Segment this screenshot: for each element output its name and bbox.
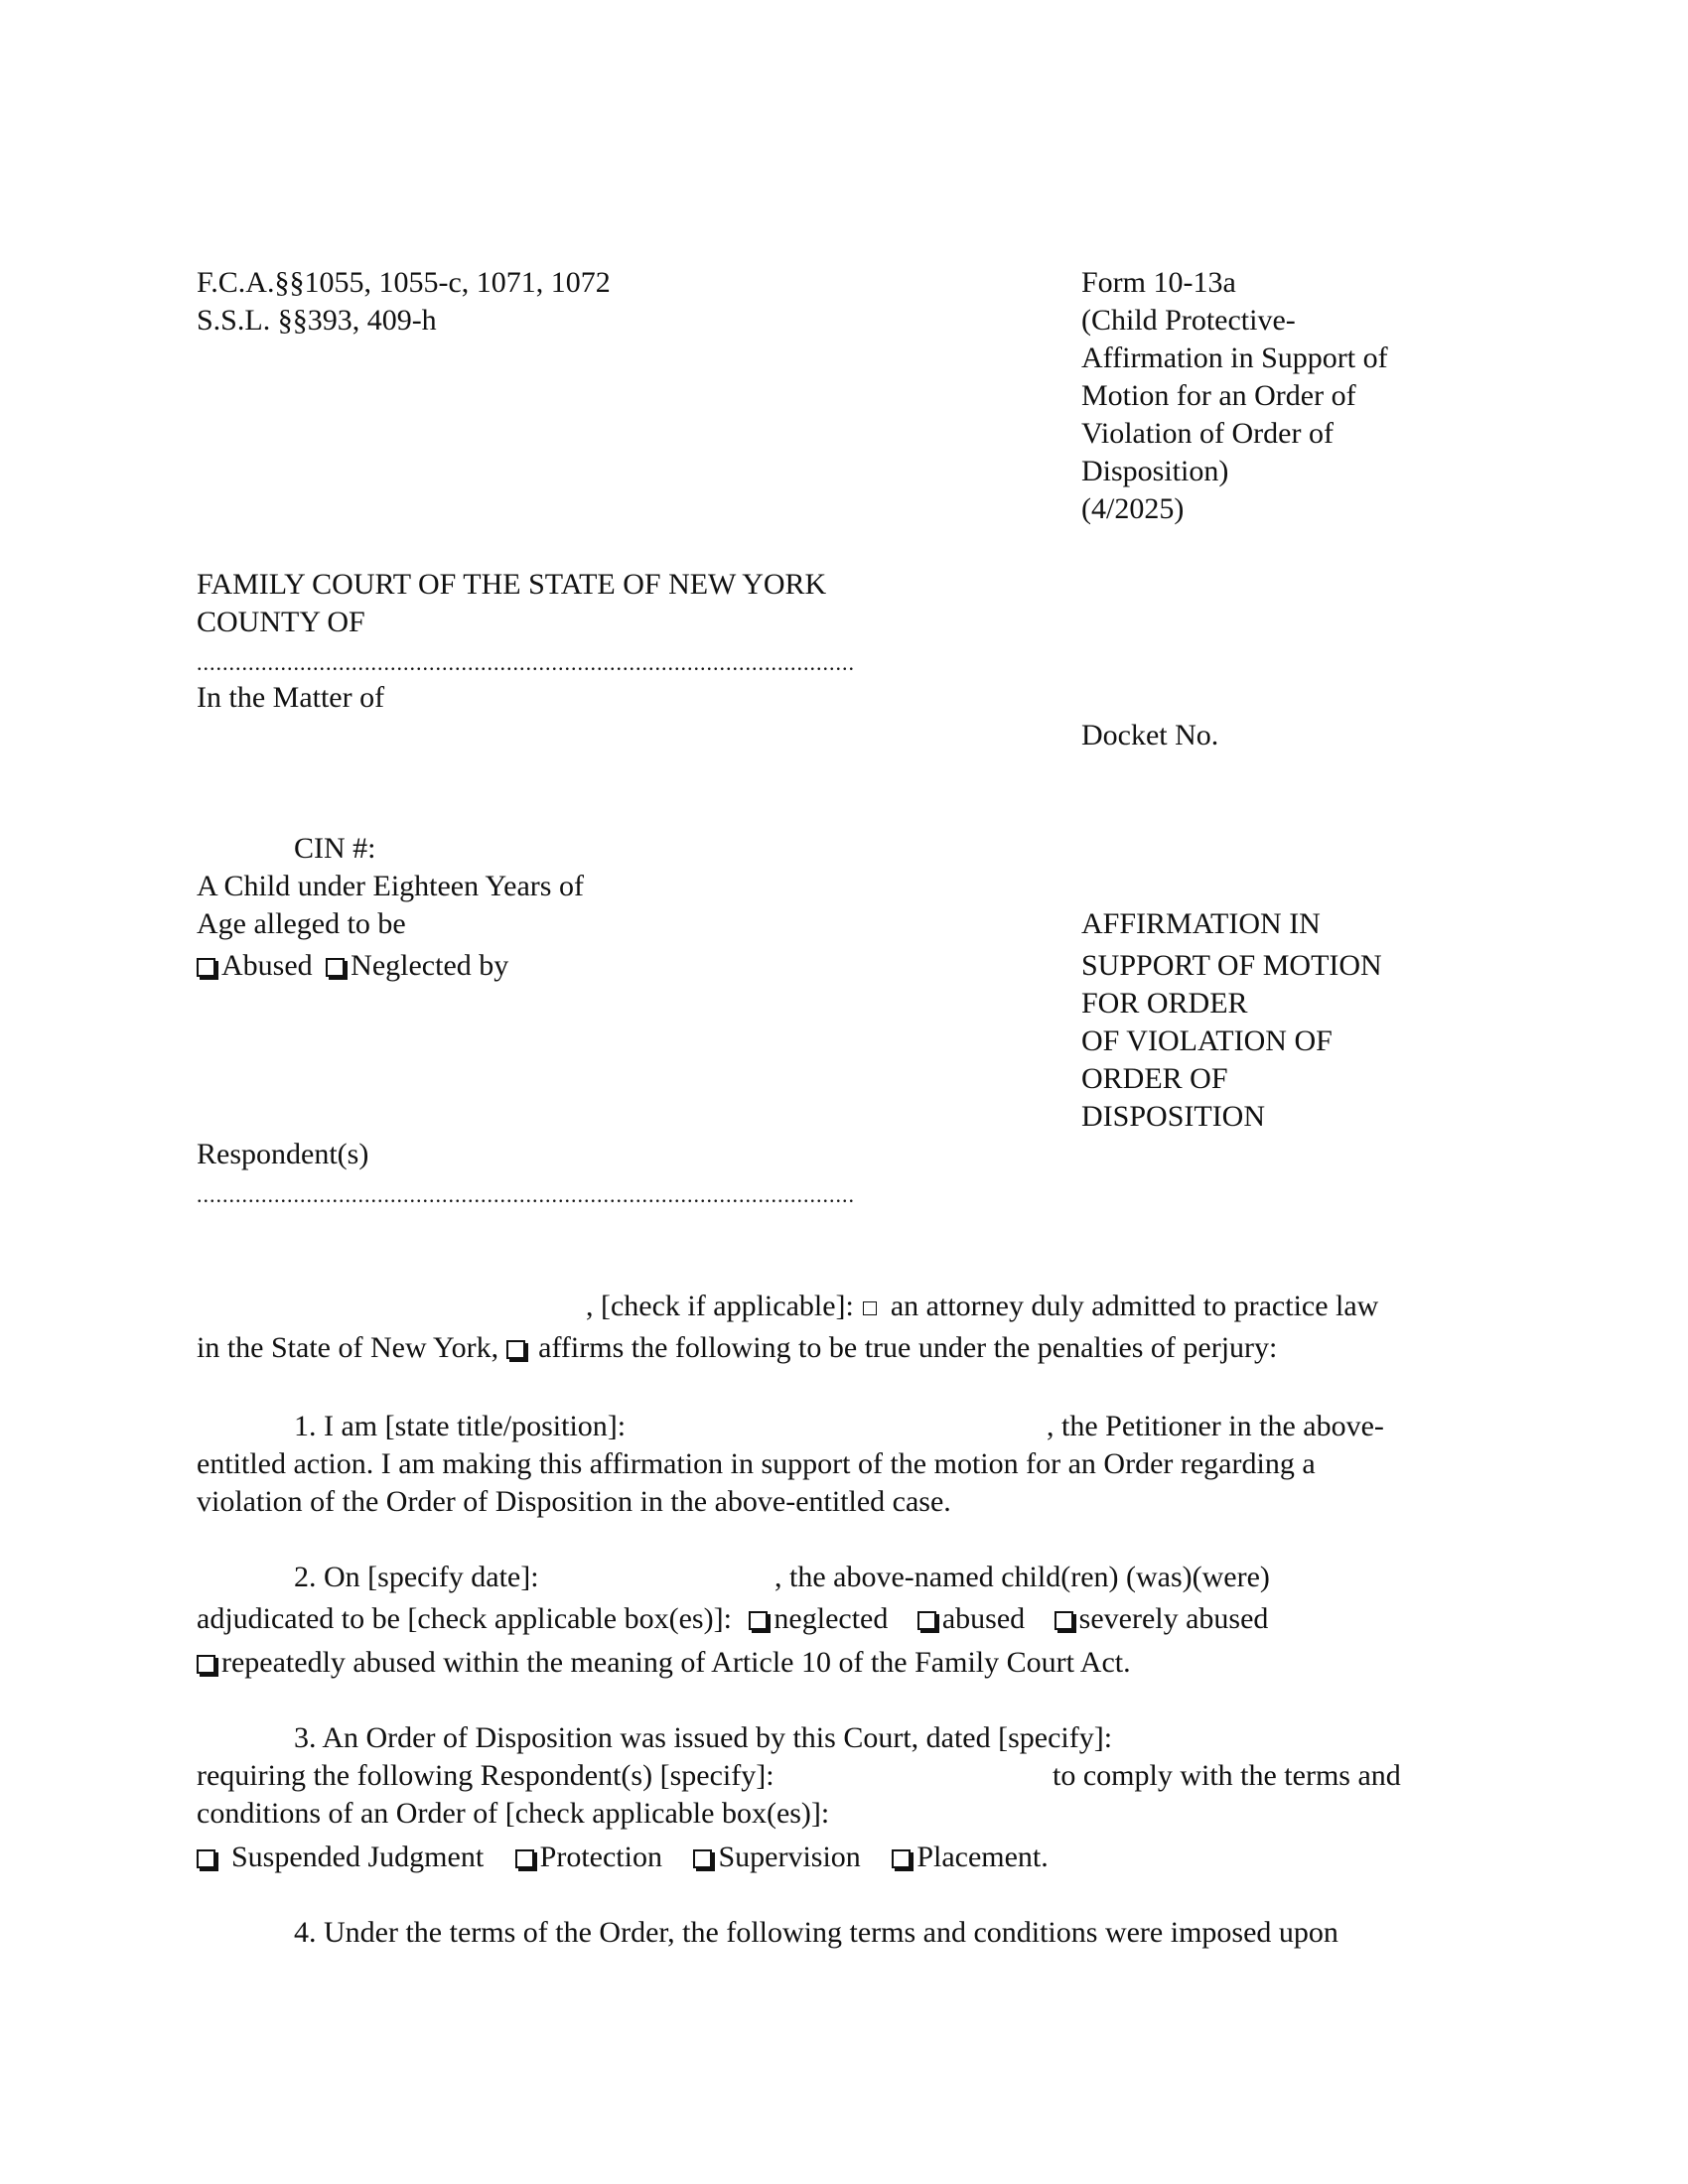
court-name: FAMILY COURT OF THE STATE OF NEW YORK	[197, 568, 827, 601]
document-title-line: ORDER OF	[1081, 1062, 1228, 1095]
placement-label: Placement.	[916, 1841, 1049, 1873]
para1-line: violation of the Order of Disposition in the above-entitled case.	[197, 1485, 951, 1518]
form-description-line: Disposition)	[1081, 455, 1229, 487]
form-description-line: Affirmation in Support of	[1081, 341, 1388, 374]
placement-checkbox[interactable]	[892, 1849, 911, 1868]
form-description-line: (Child Protective-	[1081, 304, 1296, 337]
document-title-line: DISPOSITION	[1081, 1100, 1266, 1133]
para2-lead-cont: , the above-named child(ren) (was)(were)	[774, 1561, 1270, 1593]
para1-lead: 1. I am [state title/position]:	[294, 1410, 627, 1442]
form-number: Form 10-13a	[1081, 266, 1236, 299]
supervision-checkbox[interactable]	[693, 1849, 712, 1868]
document-title-line: SUPPORT OF MOTION	[1081, 949, 1382, 982]
severely-abused-label: severely abused	[1078, 1602, 1269, 1635]
repeatedly-abused-checkbox[interactable]	[197, 1655, 215, 1674]
neglected-checkbox[interactable]	[749, 1611, 768, 1630]
para2-text: adjudicated to be [check applicable box(es)]:	[197, 1602, 732, 1635]
respondents-label: Respondent(s)	[197, 1138, 369, 1170]
allegation-options	[197, 947, 508, 985]
abused-checkbox[interactable]	[197, 958, 215, 977]
affirms-checkbox[interactable]	[506, 1340, 525, 1359]
intro-text: , [check if applicable]:	[586, 1290, 862, 1322]
intro-text: in the State of New York,	[197, 1331, 506, 1364]
abused-label: Abused	[221, 949, 313, 982]
para2-text: repeatedly abused within the meaning of Article 10 of the Family Court Act.	[221, 1646, 1131, 1679]
form-description-line: Motion for an Order of	[1081, 379, 1356, 412]
caption-divider-top: ......................................................................................................	[197, 653, 855, 673]
document-title-line: OF VIOLATION OF	[1081, 1024, 1333, 1057]
child-description-line: Age alleged to be	[197, 907, 406, 940]
severely-abused-checkbox[interactable]	[1055, 1611, 1073, 1630]
county-label: COUNTY OF	[197, 606, 365, 638]
para2-line	[197, 1644, 1131, 1682]
abused-label: abused	[941, 1602, 1026, 1635]
intro-text: an attorney duly admitted to practice law	[883, 1290, 1379, 1322]
intro-line-1	[586, 1288, 1378, 1325]
statute-line: S.S.L. §§393, 409-h	[197, 304, 437, 337]
document-title-line: FOR ORDER	[1081, 987, 1248, 1020]
para3-line-cont: to comply with the terms and	[1053, 1759, 1401, 1792]
abused-checkbox[interactable]	[917, 1611, 936, 1630]
para3-line: requiring the following Respondent(s) [specify]:	[197, 1759, 774, 1792]
caption-divider-bottom: ......................................................................................................	[197, 1185, 855, 1205]
intro-text: affirms the following to be true under the penalties of perjury:	[530, 1331, 1278, 1364]
order-type-options	[197, 1839, 1049, 1876]
protection-label: Protection	[539, 1841, 662, 1873]
document-title-line: AFFIRMATION IN	[1081, 907, 1321, 940]
attorney-checkbox[interactable]	[863, 1301, 877, 1315]
neglected-label: neglected	[774, 1602, 889, 1635]
para3-line: conditions of an Order of [check applicable box(es)]:	[197, 1797, 830, 1830]
matter-label: In the Matter of	[197, 681, 385, 714]
cin-label: CIN #:	[294, 832, 376, 865]
para2-line	[197, 1600, 1268, 1638]
intro-line-2	[197, 1329, 1277, 1367]
docket-label: Docket No.	[1081, 719, 1219, 751]
para4-lead: 4. Under the terms of the Order, the following terms and conditions were imposed upon	[294, 1916, 1338, 1949]
suspended-judgment-label: Suspended Judgment	[231, 1841, 485, 1873]
protection-checkbox[interactable]	[515, 1849, 534, 1868]
form-description-line: Violation of Order of	[1081, 417, 1334, 450]
neglected-checkbox[interactable]	[326, 958, 345, 977]
para3-lead: 3. An Order of Disposition was issued by this Court, dated [specify]:	[294, 1721, 1113, 1754]
para2-lead: 2. On [specify date]:	[294, 1561, 539, 1593]
supervision-label: Supervision	[718, 1841, 861, 1873]
para1-line: entitled action. I am making this affirmation in support of the motion for an Order regarding a	[197, 1447, 1316, 1480]
para1-lead-cont: , the Petitioner in the above-	[1047, 1410, 1384, 1442]
suspended-judgment-checkbox[interactable]	[197, 1849, 215, 1868]
form-revision-date: (4/2025)	[1081, 492, 1185, 525]
neglected-by-label: Neglected by	[351, 949, 509, 982]
child-description-line: A Child under Eighteen Years of	[197, 870, 584, 902]
statute-line: F.C.A.§§1055, 1055-c, 1071, 1072	[197, 266, 611, 299]
